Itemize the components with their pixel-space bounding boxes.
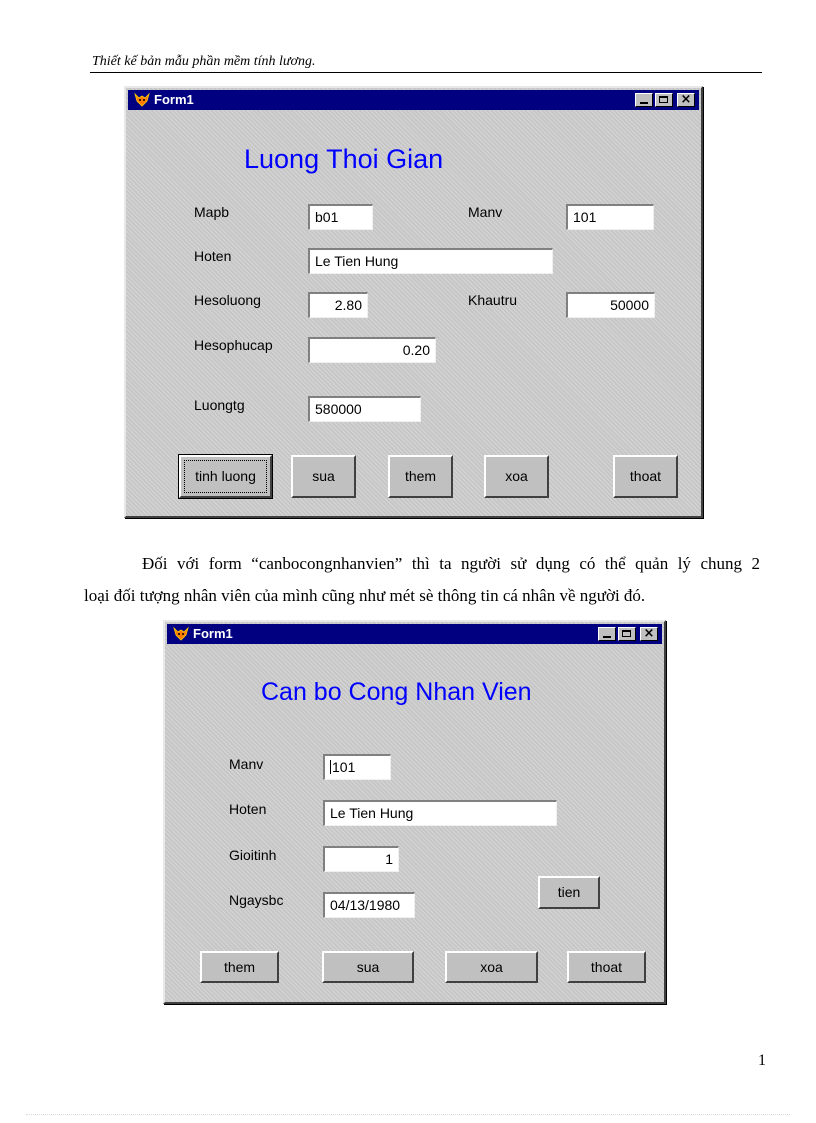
maximize-button[interactable] <box>655 93 673 107</box>
tien-button[interactable]: tien <box>538 876 600 909</box>
maximize-button[interactable] <box>618 627 636 641</box>
paragraph-line: Đối với form “canbocongnhanvien” thì ta người sử dụng có thể quản lý chung 2 <box>142 554 760 573</box>
sua-button[interactable]: sua <box>291 455 356 498</box>
minimize-icon <box>640 102 648 104</box>
form2-window <box>163 620 666 1004</box>
form2-titlebar[interactable] <box>167 624 662 644</box>
them-button[interactable]: them <box>388 455 453 498</box>
luongtg-field[interactable]: 580000 <box>308 396 421 422</box>
maximize-icon <box>659 96 668 103</box>
manv-label: Manv <box>468 204 503 220</box>
khautru-label: Khautru <box>468 292 518 308</box>
hesophucap-field[interactable]: 0.20 <box>308 337 436 363</box>
thoat-button[interactable]: thoat <box>567 951 646 983</box>
manv-value: 101 <box>332 759 356 775</box>
hesoluong-field[interactable]: 2.80 <box>308 292 368 318</box>
ngaysinh-label: Ngaysbc <box>229 892 284 908</box>
sua-button[interactable]: sua <box>322 951 414 983</box>
app-logo-icon <box>173 626 189 642</box>
form-heading: Can bo Cong Nhan Vien <box>261 678 532 706</box>
manv-label: Manv <box>229 756 264 772</box>
mapb-label: Mapb <box>194 204 230 220</box>
mapb-field[interactable]: b01 <box>308 204 373 230</box>
page-header: Thiết kế bản mẫu phần mềm tính lương. <box>92 54 316 69</box>
hesophucap-label: Hesophucap <box>194 337 273 353</box>
thoat-button[interactable]: thoat <box>613 455 678 498</box>
form1-titlebar[interactable] <box>128 90 699 110</box>
tinh-luong-button[interactable] <box>179 455 272 498</box>
manv-field[interactable] <box>323 754 391 780</box>
maximize-icon <box>622 630 631 637</box>
body-paragraph <box>84 548 760 612</box>
tinh-luong-label: tinh luong <box>195 468 256 484</box>
form-heading: Luong Thoi Gian <box>244 144 444 174</box>
hoten-field[interactable]: Le Tien Hung <box>308 248 553 274</box>
hesoluong-label: Hesoluong <box>194 292 261 308</box>
them-button[interactable]: them <box>200 951 279 983</box>
xoa-button[interactable]: xoa <box>445 951 538 983</box>
paragraph-line: loại đối tượng nhân viên của mình cũng như mét sè thông tin cá nhân về người đó. <box>84 586 646 605</box>
close-icon: × <box>643 626 655 641</box>
minimize-icon <box>603 636 611 638</box>
close-icon: × <box>680 92 692 107</box>
app-logo-icon <box>134 92 150 108</box>
hoten-label: Hoten <box>194 248 232 264</box>
xoa-button[interactable]: xoa <box>484 455 549 498</box>
header-rule <box>90 72 762 73</box>
text-caret <box>330 760 331 774</box>
page-number: 1 <box>758 1052 766 1069</box>
window-title: Form1 <box>193 626 233 641</box>
close-button[interactable] <box>677 93 695 107</box>
page-border <box>26 1114 790 1115</box>
form1-window <box>124 86 703 518</box>
gioitinh-label: Gioitinh <box>229 847 277 863</box>
hoten-field[interactable]: Le Tien Hung <box>323 800 557 826</box>
minimize-button[interactable] <box>635 93 653 107</box>
ngaysinh-field[interactable]: 04/13/1980 <box>323 892 415 918</box>
hoten-label: Hoten <box>229 801 267 817</box>
minimize-button[interactable] <box>598 627 616 641</box>
close-button[interactable] <box>640 627 658 641</box>
window-title: Form1 <box>154 92 194 107</box>
luongtg-label: Luongtg <box>194 397 245 413</box>
khautru-field[interactable]: 50000 <box>566 292 655 318</box>
gioitinh-field[interactable]: 1 <box>323 846 399 872</box>
manv-field[interactable]: 101 <box>566 204 654 230</box>
focus-rect <box>184 460 267 493</box>
